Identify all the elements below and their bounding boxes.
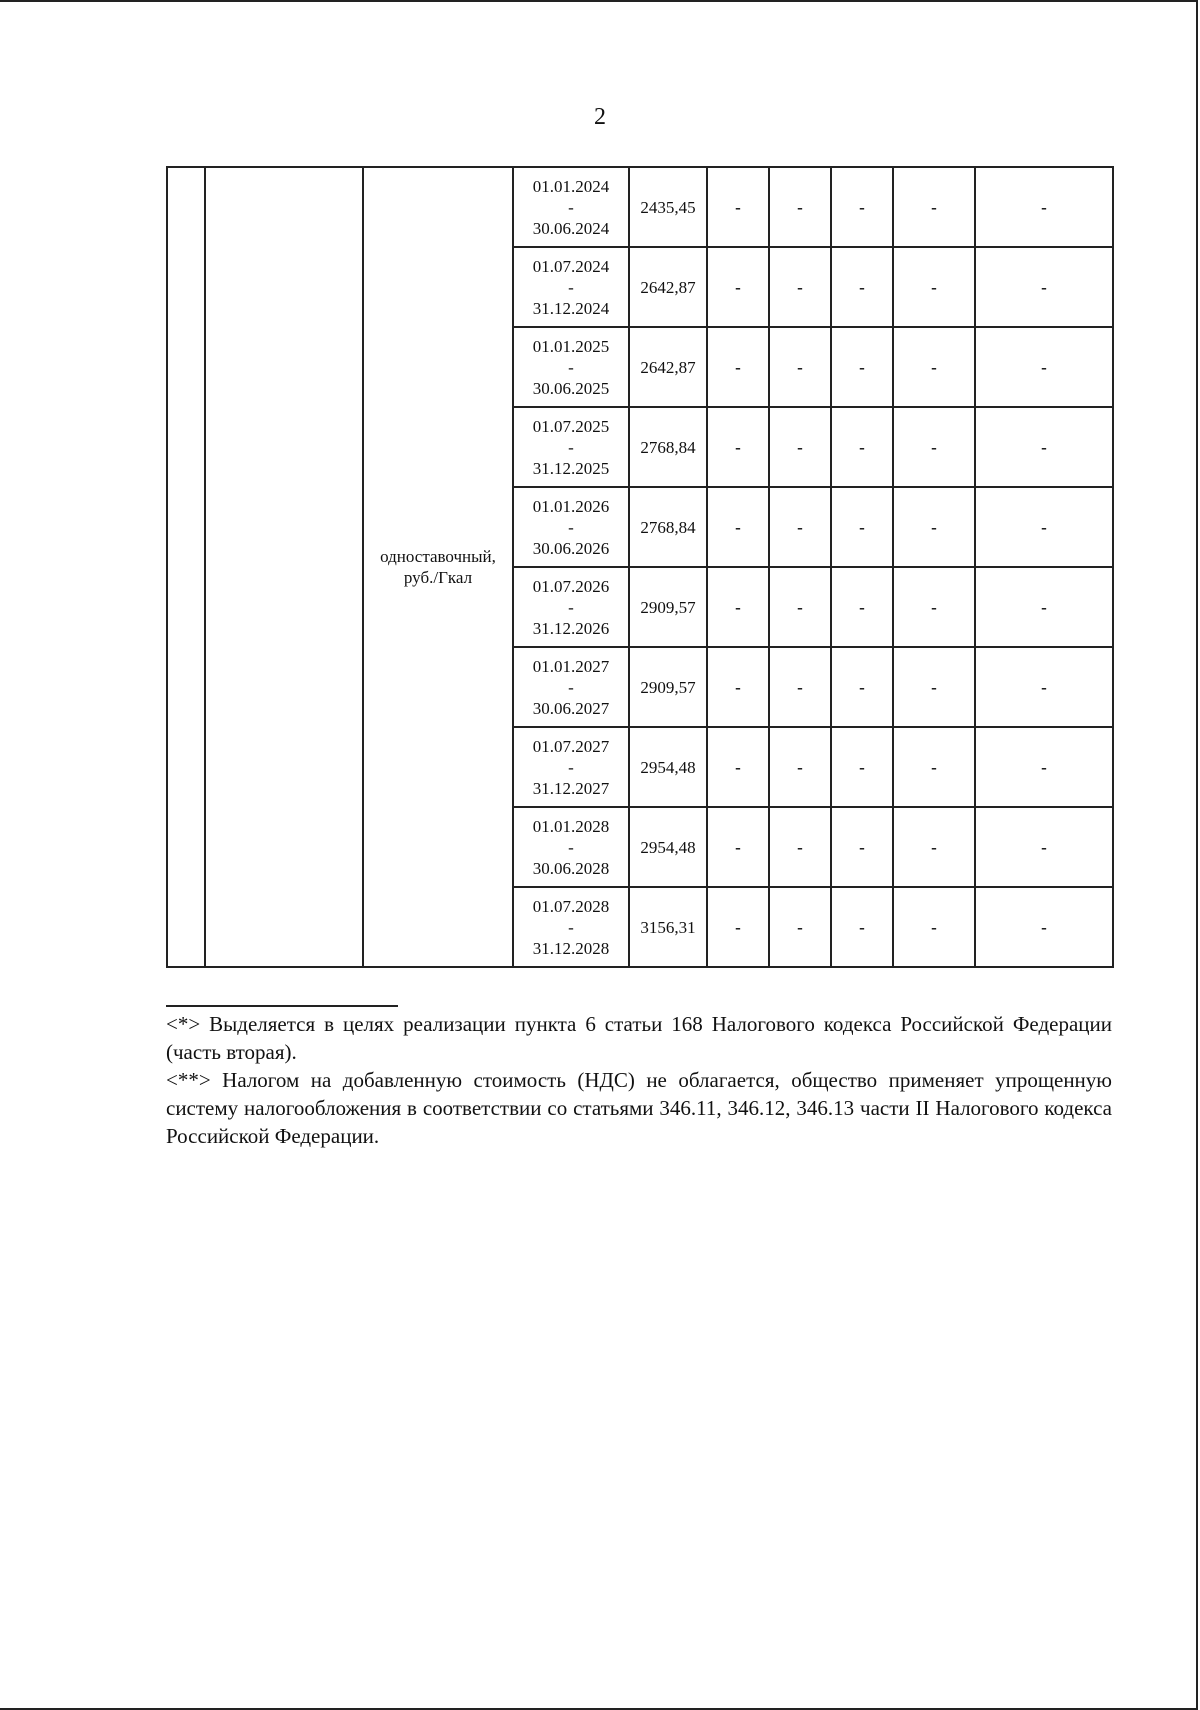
dash-cell: - (831, 887, 893, 967)
dash-cell: - (707, 327, 769, 407)
dash-cell: - (831, 407, 893, 487)
dash-cell: - (893, 487, 975, 567)
dash-cell: - (893, 567, 975, 647)
dash-cell: - (707, 167, 769, 247)
period-separator: - (568, 197, 574, 217)
tariff-value: 2642,87 (629, 327, 707, 407)
period-to: 30.06.2026 (532, 538, 610, 558)
tariff-value: 2768,84 (629, 487, 707, 567)
period-separator: - (568, 277, 574, 297)
period-from: 01.07.2027 (532, 736, 610, 756)
dash-cell: - (769, 247, 831, 327)
period-cell (513, 727, 629, 807)
tariff-value: 2909,57 (629, 567, 707, 647)
period-cell (513, 247, 629, 327)
period-to: 30.06.2025 (532, 378, 610, 398)
footnote-divider (166, 1005, 398, 1007)
period-cell (513, 327, 629, 407)
dash-cell: - (831, 807, 893, 887)
dash-cell: - (707, 247, 769, 327)
tariff-value: 2642,87 (629, 247, 707, 327)
dash-cell: - (831, 247, 893, 327)
period-separator: - (568, 517, 574, 537)
period-to: 31.12.2024 (532, 298, 610, 318)
period-separator: - (568, 437, 574, 457)
period-from: 01.01.2027 (532, 656, 610, 676)
dash-cell: - (893, 727, 975, 807)
period-to: 31.12.2026 (532, 618, 610, 638)
dash-cell: - (707, 727, 769, 807)
dash-cell: - (769, 647, 831, 727)
dash-cell: - (707, 407, 769, 487)
period-separator: - (568, 917, 574, 937)
dash-cell: - (769, 567, 831, 647)
period-cell (513, 167, 629, 247)
dash-cell: - (769, 327, 831, 407)
dash-cell: - (975, 727, 1113, 807)
unit-cell (363, 167, 513, 967)
table-row (167, 167, 1113, 247)
dash-cell: - (831, 487, 893, 567)
period-cell (513, 647, 629, 727)
dash-cell: - (831, 167, 893, 247)
dash-cell: - (769, 407, 831, 487)
dash-cell: - (769, 167, 831, 247)
dash-cell: - (975, 647, 1113, 727)
dash-cell: - (769, 807, 831, 887)
dash-cell: - (831, 647, 893, 727)
footnote-2: <**> Налогом на добавленную стоимость (НДС) не облагается, общество применяет упрощенную систему налогообложения в соответствии со статьями 346.11, 346.12, 346.13 части II Налогового кодекса Российской Федерации. (166, 1068, 1112, 1148)
dash-cell: - (769, 487, 831, 567)
tariff-value: 3156,31 (629, 887, 707, 967)
dash-cell: - (893, 887, 975, 967)
period-from: 01.01.2024 (532, 176, 610, 196)
period-to: 31.12.2027 (532, 778, 610, 798)
period-cell (513, 487, 629, 567)
period-cell (513, 887, 629, 967)
period-separator: - (568, 357, 574, 377)
dash-cell: - (975, 807, 1113, 887)
dash-cell: - (769, 887, 831, 967)
dash-cell: - (893, 807, 975, 887)
dash-cell: - (975, 327, 1113, 407)
dash-cell: - (707, 647, 769, 727)
period-cell (513, 567, 629, 647)
tariff-value: 2954,48 (629, 807, 707, 887)
period-from: 01.01.2025 (532, 336, 610, 356)
dash-cell: - (975, 247, 1113, 327)
dash-cell: - (975, 487, 1113, 567)
dash-cell: - (975, 407, 1113, 487)
period-separator: - (568, 837, 574, 857)
dash-cell: - (831, 327, 893, 407)
tariff-value: 2909,57 (629, 647, 707, 727)
dash-cell: - (707, 487, 769, 567)
unit-label-line2: руб./Гкал (403, 568, 473, 587)
dash-cell: - (975, 167, 1113, 247)
period-from: 01.07.2025 (532, 416, 610, 436)
period-to: 30.06.2028 (532, 858, 610, 878)
dash-cell: - (769, 727, 831, 807)
dash-cell: - (831, 727, 893, 807)
period-to: 31.12.2025 (532, 458, 610, 478)
tariff-table (166, 166, 1114, 968)
tariff-value: 2435,45 (629, 167, 707, 247)
period-from: 01.01.2026 (532, 496, 610, 516)
dash-cell: - (707, 567, 769, 647)
period-from: 01.07.2026 (532, 576, 610, 596)
period-cell (513, 407, 629, 487)
dash-cell: - (707, 807, 769, 887)
footnotes (166, 1010, 1112, 1150)
period-from: 01.01.2028 (532, 816, 610, 836)
dash-cell: - (893, 407, 975, 487)
period-to: 31.12.2028 (532, 938, 610, 958)
empty-cell-a (167, 167, 205, 967)
dash-cell: - (893, 247, 975, 327)
dash-cell: - (893, 327, 975, 407)
footnote-1: <*> Выделяется в целях реализации пункта 6 статьи 168 Налогового кодекса Российской Федерации (часть вторая). (166, 1012, 1112, 1064)
period-cell (513, 807, 629, 887)
period-from: 01.07.2028 (532, 896, 610, 916)
period-separator: - (568, 677, 574, 697)
dash-cell: - (707, 887, 769, 967)
tariff-value: 2954,48 (629, 727, 707, 807)
empty-cell-b (205, 167, 363, 967)
page-number: 2 (594, 104, 606, 130)
period-to: 30.06.2024 (532, 218, 610, 238)
period-to: 30.06.2027 (532, 698, 610, 718)
dash-cell: - (831, 567, 893, 647)
unit-label-line1: одноставочный, (380, 547, 496, 566)
tariff-table-body (167, 167, 1113, 967)
period-separator: - (568, 597, 574, 617)
dash-cell: - (975, 567, 1113, 647)
dash-cell: - (893, 167, 975, 247)
dash-cell: - (893, 647, 975, 727)
period-separator: - (568, 757, 574, 777)
dash-cell: - (975, 887, 1113, 967)
tariff-value: 2768,84 (629, 407, 707, 487)
period-from: 01.07.2024 (532, 256, 610, 276)
